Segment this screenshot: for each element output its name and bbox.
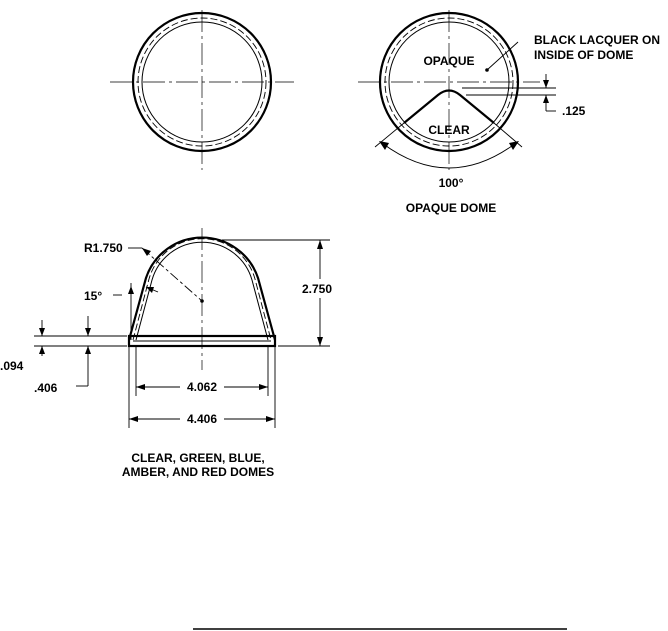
dim-arrow-up: [543, 95, 549, 103]
clear-label: CLEAR: [428, 123, 470, 137]
inner-width-arrow-right: [259, 384, 268, 390]
base-arrow-down: [85, 328, 91, 336]
caption-line-1: CLEAR, GREEN, BLUE,: [131, 451, 265, 465]
radius-dimension: R1.750: [84, 241, 123, 255]
dim-arrow-down: [543, 80, 549, 88]
offset-dimension: .125: [562, 104, 586, 118]
top-view-clear-dome: [110, 10, 294, 170]
outer-width-arrow-right: [266, 416, 275, 422]
opaque-dome-title: OPAQUE DOME: [405, 201, 497, 215]
lip-arrow-down: [39, 328, 45, 336]
angle-dimension: 100°: [438, 176, 464, 190]
caption-line-2: AMBER, AND RED DOMES: [121, 465, 275, 479]
top-view-opaque-dome: [358, 10, 660, 215]
taper-angle-dimension: 15°: [84, 289, 103, 303]
lip-arrow-up: [39, 346, 45, 354]
angle-extension-right: [494, 123, 522, 147]
angle-arrow-right: [509, 141, 519, 150]
height-dimension: 2.750: [302, 282, 333, 296]
opaque-label: OPAQUE: [423, 54, 475, 68]
angle-arrow-left: [379, 141, 389, 150]
outer-width-dimension: 4.406: [186, 412, 218, 426]
base-arrow-up: [85, 346, 91, 354]
side-view-dome: [0, 228, 332, 479]
angle-extension-left: [375, 123, 404, 147]
taper-arrow-left: [128, 286, 134, 294]
height-arrow-up: [317, 240, 323, 249]
taper-arrow-right: [146, 287, 154, 293]
callout-dot: [485, 68, 489, 72]
callout-line-1: BLACK LACQUER ON: [534, 33, 660, 47]
outer-width-arrow-left: [129, 416, 138, 422]
base-dimension: .406: [34, 381, 58, 395]
radius-leader: [142, 248, 202, 301]
lip-dimension: .094: [0, 359, 24, 373]
inner-width-arrow-left: [136, 384, 145, 390]
height-arrow-down: [317, 337, 323, 346]
radius-center-point: [200, 299, 204, 303]
inner-width-dimension: 4.062: [186, 380, 218, 394]
radius-arrow: [142, 248, 151, 256]
callout-line-2: INSIDE OF DOME: [534, 48, 634, 62]
